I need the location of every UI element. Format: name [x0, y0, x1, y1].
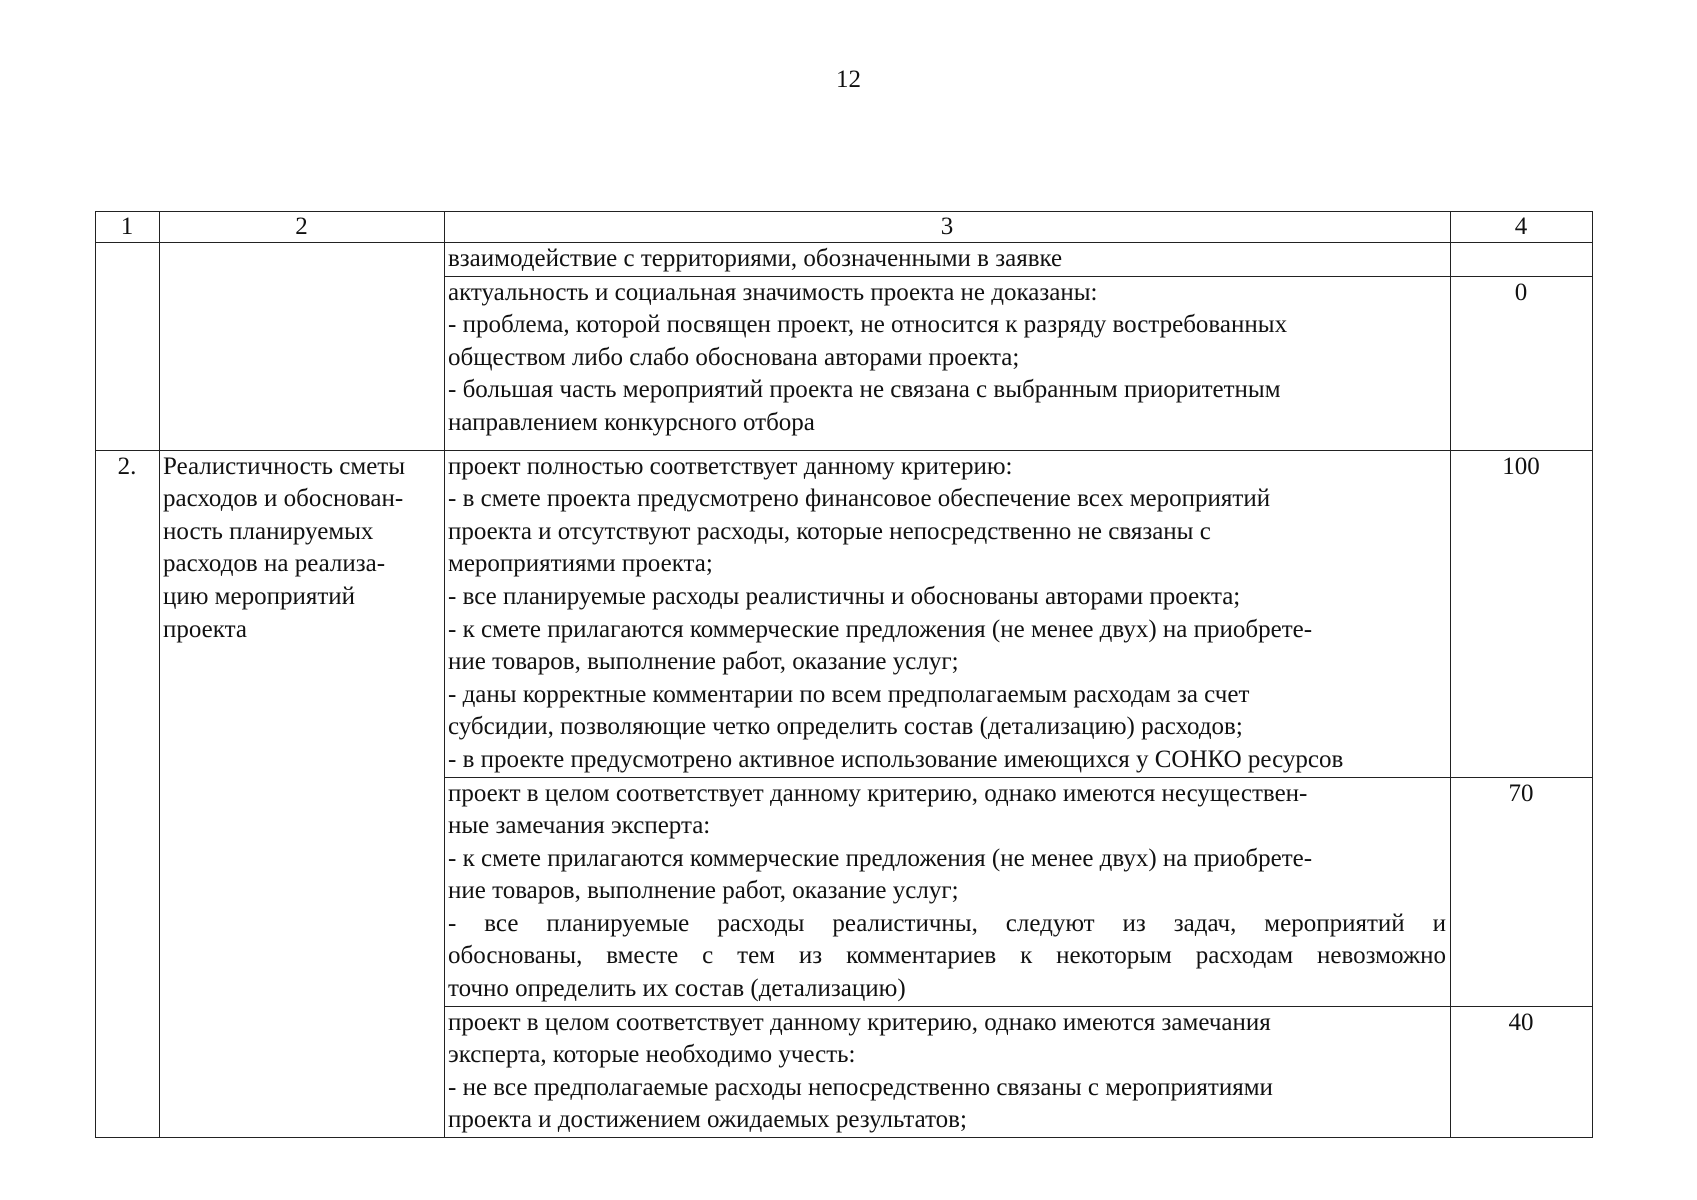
description-line: проект в целом соответствует данному критерию, однако имеются замечания	[448, 1008, 1271, 1036]
score-cell: 40	[1451, 1006, 1593, 1137]
table-row	[96, 243, 1593, 277]
criterion-number-cell	[96, 243, 160, 451]
description-line: проект в целом соответствует данному критерию, однако имеются несуществен-	[448, 779, 1308, 807]
criterion-name-line: ность планируемых	[163, 517, 374, 545]
score-cell: 100	[1451, 450, 1593, 777]
description-line: ные замечания эксперта:	[448, 812, 711, 840]
description-line: направлением конкурсного отбора	[448, 408, 815, 436]
description-line: обществом либо слабо обоснована авторами проекта;	[448, 343, 1020, 371]
description-line: проект полностью соответствует данному критерию:	[448, 452, 1013, 480]
description-line: - к смете прилагаются коммерческие предложения (не менее двух) на приобрете-	[448, 615, 1313, 643]
criterion-name-line: Реалистичность сметы	[163, 452, 406, 480]
score-cell: 70	[1451, 777, 1593, 1006]
criterion-name-cell	[160, 243, 445, 451]
column-number-1: 1	[96, 212, 160, 243]
criterion-name-line: расходов и обоснован-	[163, 485, 404, 513]
description-line: - в смете проекта предусмотрено финансовое обеспечение всех мероприятий	[448, 485, 1271, 513]
criterion-number-cell: 2.	[96, 450, 160, 1137]
criterion-name-line: расходов на реализа-	[163, 550, 386, 578]
description-line: ние товаров, выполнение работ, оказание услуг;	[448, 877, 959, 905]
description-line: проекта и отсутствуют расходы, которые непосредственно не связаны с	[448, 517, 1211, 545]
description-line: - не все предполагаемые расходы непосредственно связаны с мероприятиями	[448, 1073, 1273, 1101]
description-line: - даны корректные комментарии по всем предполагаемым расходам за счет	[448, 680, 1250, 708]
description-line: актуальность и социальная значимость проекта не доказаны:	[448, 278, 1098, 306]
description-line: мероприятиями проекта;	[448, 550, 713, 578]
criterion-name-cell	[160, 450, 445, 1137]
column-number-2: 2	[160, 212, 445, 243]
criterion-description-cell	[445, 243, 1451, 277]
description-line: точно определить их состав (детализацию)	[448, 975, 906, 1003]
column-number-3: 3	[445, 212, 1451, 243]
description-line: обоснованы, вместе с тем из комментариев к некоторым расходам невозможно	[448, 942, 1446, 970]
description-line: ние товаров, выполнение работ, оказание услуг;	[448, 648, 959, 676]
description-line: - к смете прилагаются коммерческие предложения (не менее двух) на приобрете-	[448, 844, 1313, 872]
criterion-description-cell	[445, 450, 1451, 777]
page-number: 12	[836, 66, 861, 93]
score-cell: 0	[1451, 276, 1593, 450]
description-line: - все планируемые расходы реалистичны, следуют из задач, мероприятий и	[448, 909, 1446, 937]
description-line: субсидии, позволяющие четко определить состав (детализацию) расходов;	[448, 713, 1243, 741]
description-line: взаимодействие с территориями, обозначенными в заявке	[448, 245, 1063, 272]
criterion-description-cell	[445, 276, 1451, 450]
criterion-description-cell	[445, 777, 1451, 1006]
criterion-name-line: проекта	[163, 615, 247, 643]
description-line: - большая часть мероприятий проекта не связана с выбранным приоритетным	[448, 376, 1281, 404]
column-number-4: 4	[1451, 212, 1593, 243]
score-cell	[1451, 243, 1593, 277]
criterion-name-line: цию мероприятий	[163, 582, 356, 610]
description-line: эксперта, которые необходимо учесть:	[448, 1041, 856, 1069]
description-line: - проблема, которой посвящен проект, не относится к разряду востребованных	[448, 311, 1288, 339]
evaluation-criteria-table	[95, 211, 1593, 1138]
description-line: проекта и достижением ожидаемых результатов;	[448, 1106, 967, 1134]
table-header-row	[96, 212, 1593, 243]
description-line: - все планируемые расходы реалистичны и обоснованы авторами проекта;	[448, 582, 1241, 610]
table-row	[96, 450, 1593, 777]
criterion-description-cell	[445, 1006, 1451, 1137]
description-line: - в проекте предусмотрено активное использование имеющихся у СОНКО ресурсов	[448, 745, 1344, 773]
